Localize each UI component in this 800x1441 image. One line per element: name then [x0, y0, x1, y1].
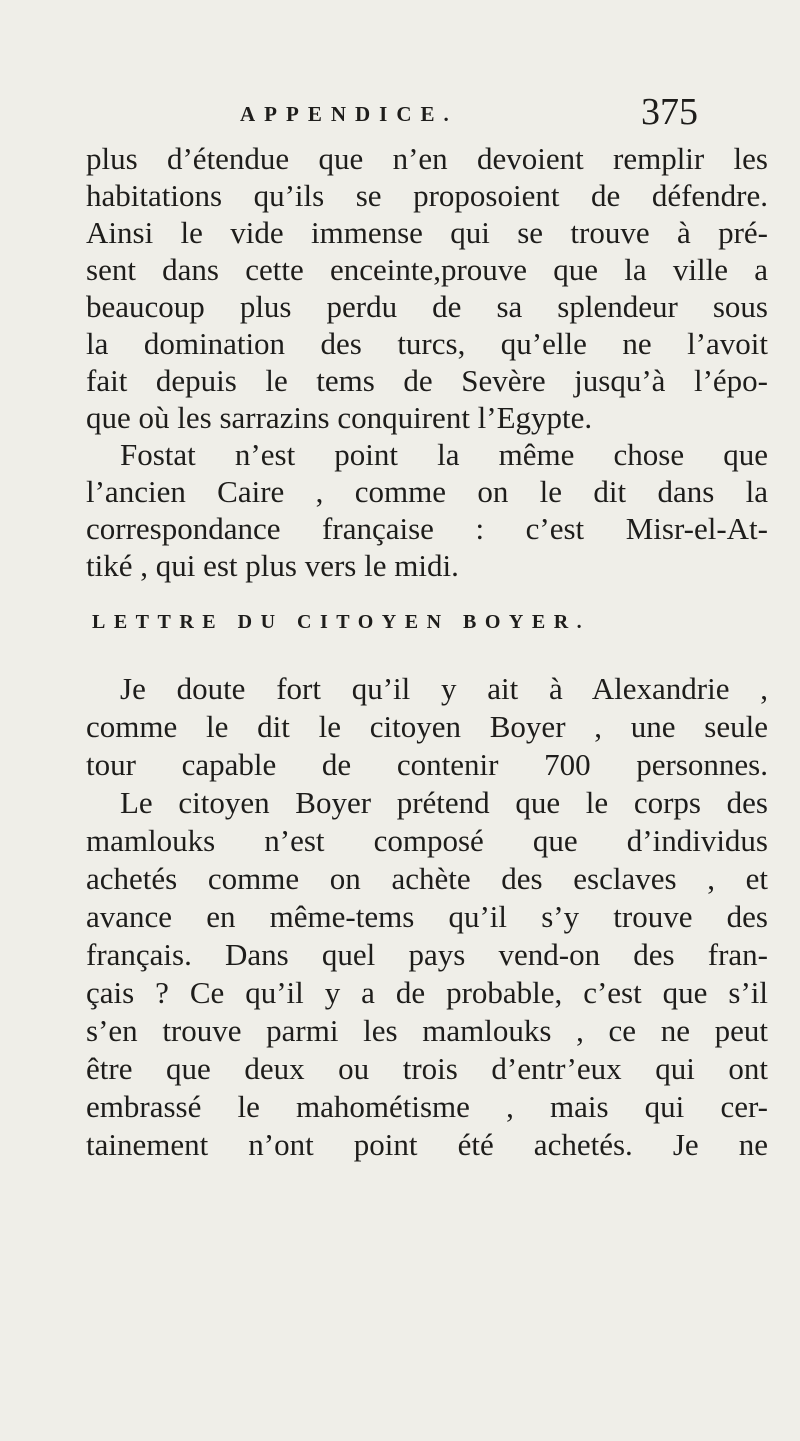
text-line: fait depuis le tems de Sevère jusqu’à l’épo-	[86, 363, 768, 398]
text-line: être que deux ou trois d’entr’eux qui ont	[86, 1051, 768, 1086]
text-line: tour capable de contenir 700 personnes.	[86, 747, 768, 782]
text-line: plus d’étendue que n’en devoient remplir les	[86, 141, 768, 176]
text-line: comme le dit le citoyen Boyer , une seule	[86, 709, 768, 744]
text-line: correspondance française : c’est Misr-el-At-	[86, 511, 768, 546]
running-head	[0, 90, 800, 140]
text-line: tiké , qui est plus vers le midi.	[86, 548, 459, 583]
page-number: 375	[641, 91, 698, 133]
running-title: APPENDICE.	[240, 102, 458, 126]
text-line: Fostat n’est point la même chose que	[120, 437, 768, 472]
text-line: çais ? Ce qu’il y a de probable, c’est que s’il	[86, 975, 768, 1010]
text-line: s’en trouve parmi les mamlouks , ce ne peut	[86, 1013, 768, 1048]
text-line: Ainsi le vide immense qui se trouve à pré-	[86, 215, 768, 250]
text-line: achetés comme on achète des esclaves , et	[86, 861, 768, 896]
text-line: que où les sarrazins conquirent l’Egypte.	[86, 400, 593, 435]
text-line: mamlouks n’est composé que d’individus	[86, 823, 768, 858]
text-line: beaucoup plus perdu de sa splendeur sous	[86, 289, 768, 324]
text-line: tainement n’ont point été achetés. Je ne	[86, 1127, 768, 1162]
text-line: embrassé le mahométisme , mais qui cer-	[86, 1089, 768, 1124]
text-line: Je doute fort qu’il y ait à Alexandrie ,	[120, 671, 768, 706]
section-heading: LETTRE DU CITOYEN BOYER.	[92, 611, 591, 633]
text-line: avance en même-tems qu’il s’y trouve des	[86, 899, 768, 934]
text-line: sent dans cette enceinte,prouve que la ville a	[86, 252, 768, 287]
text-line: la domination des turcs, qu’elle ne l’avoit	[86, 326, 768, 361]
text-line: français. Dans quel pays vend-on des fran-	[86, 937, 768, 972]
text-line: Le citoyen Boyer prétend que le corps des	[120, 785, 768, 820]
text-line: l’ancien Caire , comme on le dit dans la	[86, 474, 768, 509]
text-line: habitations qu’ils se proposoient de défendre.	[86, 178, 768, 213]
